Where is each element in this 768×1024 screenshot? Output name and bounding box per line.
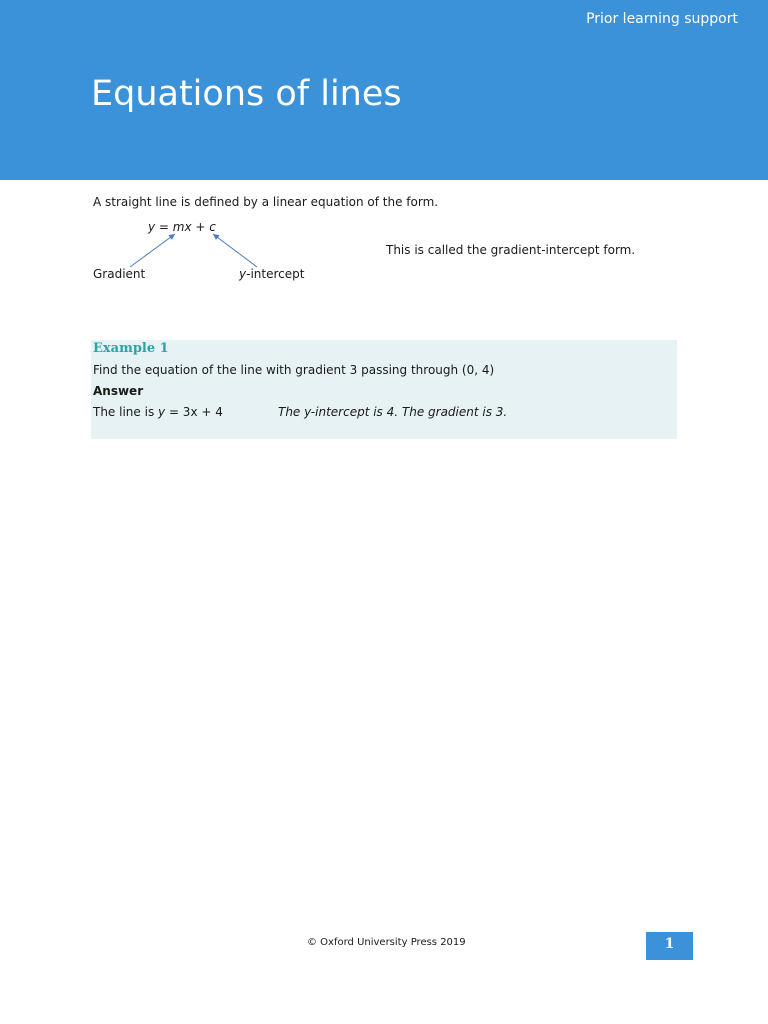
- example-question: Find the equation of the line with gradient 3 passing through (0, 4): [93, 363, 495, 377]
- answer-note: The y-intercept is 4. The gradient is 3.: [278, 405, 508, 419]
- answer-heading: Answer: [93, 384, 144, 398]
- yintercept-text: -intercept: [246, 267, 305, 281]
- answer-equation: = 3x + 4: [165, 405, 223, 419]
- intro-sentence: A straight line is defined by a linear equation of the form.: [93, 195, 439, 209]
- page-title: Equations of lines: [91, 74, 402, 114]
- answer-prefix: The line is: [93, 405, 159, 419]
- equation-y: y: [148, 220, 156, 234]
- yintercept-arrow: [213, 234, 257, 267]
- answer-var: y: [158, 405, 166, 419]
- section-tag: Prior learning support: [586, 11, 738, 27]
- answer-line: [93, 405, 223, 419]
- equation-plus: +: [191, 220, 210, 234]
- copyright-footer: © Oxford University Press 2019: [307, 937, 466, 948]
- example-box: [91, 340, 677, 439]
- equation-mx: mx: [172, 220, 192, 234]
- example-title: Example 1: [93, 341, 169, 356]
- gradient-arrow: [130, 234, 175, 267]
- gradient-label: Gradient: [93, 267, 146, 281]
- yintercept-var: y: [239, 267, 247, 281]
- equation-equals: =: [155, 220, 173, 234]
- equation-c: c: [209, 220, 216, 234]
- yintercept-label: [239, 267, 304, 281]
- page-number-badge: 1: [646, 932, 693, 960]
- form-note: This is called the gradient-intercept form.: [386, 243, 636, 257]
